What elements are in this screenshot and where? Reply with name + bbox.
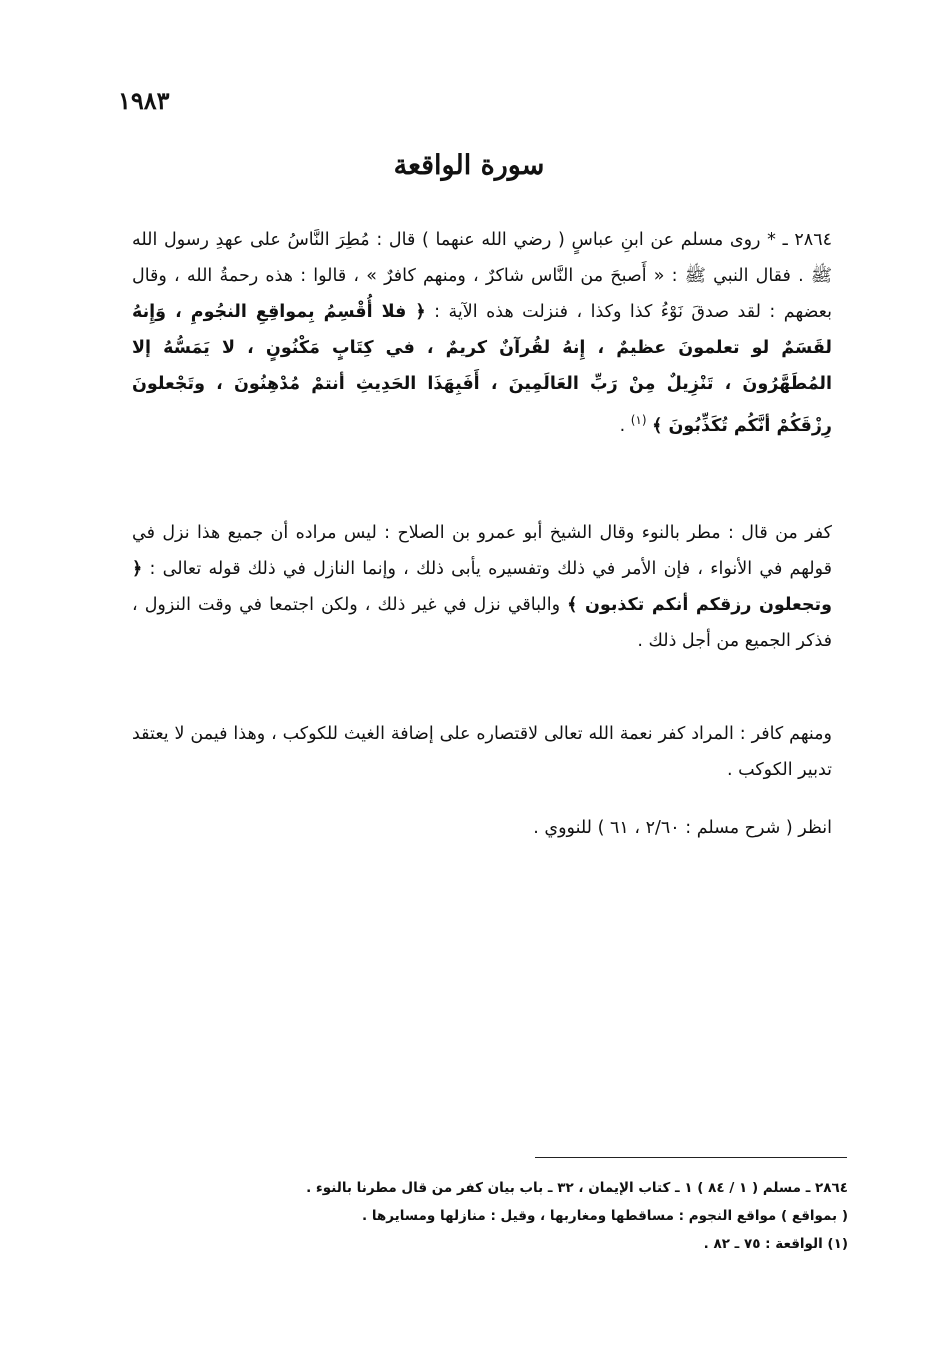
footnote-line: (١) الواقعة : ٧٥ ـ ٨٢ . xyxy=(703,1236,848,1252)
reference-text: انظر ( شرح مسلم : ٢/٦٠ ، ٦١ ) للنووي . xyxy=(533,817,832,838)
reference-paragraph xyxy=(132,792,832,863)
page-number: ١٩٨٣ xyxy=(118,86,170,115)
hadith-text xyxy=(132,222,832,444)
commentary-text: والباقي نزل في غير ذلك ، ولكن اجتمعا في وقت النزول ، فذكر الجميع من أجل ذلك . xyxy=(132,594,832,651)
hadith-narration: ٢٨٦٤ ـ * روى مسلم عن ابنِ عباسٍ ( رضي الله عنهما ) قال : مُطِرَ النَّاسُ على عهدِ رسول الله ﷺ . فقال النبي ﷺ : « أَصبحَ من النَّاس شاكرٌ ، ومنهم كافرٌ » ، قالوا : هذه رحمةُ الله ، وقال بعضهم : لقد صدقَ نَوْءُ كذا وكذا ، فنزلت هذه الآية : xyxy=(132,230,832,322)
end-dot: . xyxy=(619,415,626,436)
footnote-line: ( بمواقع ) مواقع النجوم : مساقطها ومغاربها ، وقيل : منازلها ومسايرها . xyxy=(362,1208,848,1224)
footnote-line: ٢٨٦٤ ـ مسلم ( ١ / ٨٤ ) ١ ـ كتاب الإيمان ، ٣٢ ـ باب بيان كفر من قال مطرنا بالنوء . xyxy=(306,1180,848,1196)
page-title: سورة الواقعة xyxy=(393,150,545,181)
commentary-paragraph xyxy=(132,698,832,805)
quran-quote: ﴿ وتجعلون رزقكم أنكم تكذبون ﴾ xyxy=(132,558,832,615)
commentary-text: ومنهم كافر : المراد كفر نعمة الله تعالى لاقتصاره على إضافة الغيث للكوكب ، وهذا فيمن لا يعتقد تدبير الكوكب . xyxy=(132,723,832,780)
footnotes xyxy=(300,1174,848,1258)
commentary-text: كفر من قال : مطر بالنوء وقال الشيخ أبو عمرو بن الصلاح : ليس مراده أن جميع هذا نزل في قولهم في الأنواء ، فإن الأمر في ذلك وتفسيره يأبى ذلك ، وإنما النازل في ذلك قوله تعالى : xyxy=(132,522,832,579)
quran-quote: ﴿ فلا أُقْسِمُ بِمواقِعِ النجُومِ ، وَإِنهُ لقَسَمٌ لو تعلمونَ عظيمٌ ، إِنهُ لقُرآنٌ كريمٌ ، في كِتَابٍ مَكْنُونٍ ، لا يَمَسُّهُ إلا المُطَهَّرُونَ ، تَنْزِيلٌ مِنْ رَبِّ العَالَمِينَ ، أَفَبِهَذَا الحَدِيثِ أنتمْ مُدْهِنُونَ ، وتَجْعلونَ رِزْقَكُمْ أنَّكُم تُكَذِّبُونَ ﴾ xyxy=(132,302,832,436)
footnote-marker: (١) xyxy=(630,413,647,427)
commentary-paragraph xyxy=(132,497,832,676)
footnote-divider xyxy=(535,1157,847,1158)
